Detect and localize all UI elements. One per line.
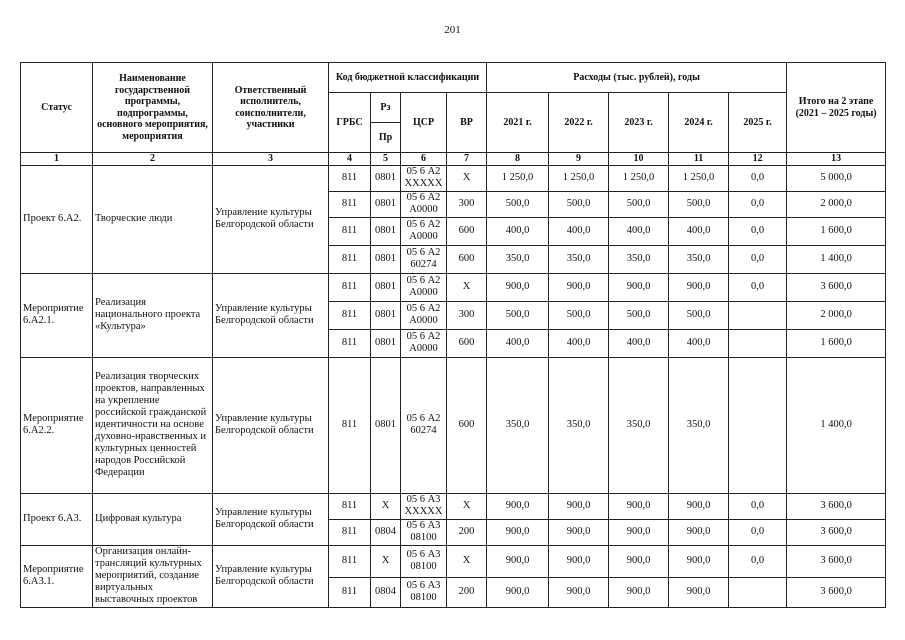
y2025-cell: 0,0 xyxy=(729,245,787,273)
status-cell: Мероприятие 6.А2.2. xyxy=(21,357,93,493)
table-row xyxy=(21,357,886,493)
grbs-cell: 811 xyxy=(329,273,371,301)
column-index: 10 xyxy=(609,153,669,166)
status-cell: Мероприятие 6.А3.1. xyxy=(21,545,93,607)
table-row xyxy=(21,165,886,191)
column-index: 8 xyxy=(487,153,549,166)
rzpr-cell: X xyxy=(371,545,401,577)
csr-cell: 05 6 А2 60274 xyxy=(401,245,447,273)
total-cell: 2 000,0 xyxy=(787,191,886,217)
y2024-cell: 350,0 xyxy=(669,245,729,273)
header-2024: 2024 г. xyxy=(669,93,729,153)
y2024-cell: 500,0 xyxy=(669,191,729,217)
total-cell: 1 400,0 xyxy=(787,357,886,493)
y2025-cell: 0,0 xyxy=(729,217,787,245)
vr-cell: X xyxy=(447,545,487,577)
grbs-cell: 811 xyxy=(329,545,371,577)
y2023-cell: 900,0 xyxy=(609,273,669,301)
vr-cell: 300 xyxy=(447,191,487,217)
csr-cell: 05 6 А2 60274 xyxy=(401,357,447,493)
y2023-cell: 900,0 xyxy=(609,493,669,519)
table-row xyxy=(21,273,886,301)
column-index: 5 xyxy=(371,153,401,166)
column-index: 2 xyxy=(93,153,213,166)
total-cell: 3 600,0 xyxy=(787,577,886,607)
header-name: Наименование государственной программы, подпрограммы, основного мероприятия, мероприятия xyxy=(93,63,213,153)
y2021-cell: 900,0 xyxy=(487,273,549,301)
y2022-cell: 900,0 xyxy=(549,545,609,577)
total-cell: 2 000,0 xyxy=(787,301,886,329)
y2024-cell: 900,0 xyxy=(669,519,729,545)
name-cell: Реализация творческих проектов, направленных на укрепление российской гражданской идентичности на основе духовно-нравственных и культурных ценностей народов Российской Федерации xyxy=(93,357,213,493)
rzpr-cell: 0801 xyxy=(371,245,401,273)
column-index: 3 xyxy=(213,153,329,166)
total-cell: 1 600,0 xyxy=(787,217,886,245)
csr-cell: 05 6 А3 08100 xyxy=(401,519,447,545)
grbs-cell: 811 xyxy=(329,165,371,191)
table-row xyxy=(21,545,886,577)
y2025-cell xyxy=(729,329,787,357)
grbs-cell: 811 xyxy=(329,577,371,607)
y2024-cell: 900,0 xyxy=(669,577,729,607)
y2022-cell: 400,0 xyxy=(549,217,609,245)
y2021-cell: 900,0 xyxy=(487,577,549,607)
y2023-cell: 900,0 xyxy=(609,545,669,577)
y2022-cell: 900,0 xyxy=(549,577,609,607)
y2023-cell: 400,0 xyxy=(609,217,669,245)
csr-cell: 05 6 А3 08100 xyxy=(401,545,447,577)
y2021-cell: 900,0 xyxy=(487,493,549,519)
y2024-cell: 500,0 xyxy=(669,301,729,329)
y2025-cell: 0,0 xyxy=(729,493,787,519)
y2021-cell: 900,0 xyxy=(487,519,549,545)
y2021-cell: 900,0 xyxy=(487,545,549,577)
vr-cell: 600 xyxy=(447,357,487,493)
total-cell: 3 600,0 xyxy=(787,273,886,301)
y2022-cell: 350,0 xyxy=(549,245,609,273)
y2021-cell: 400,0 xyxy=(487,217,549,245)
responsible-cell: Управление культуры Белгородской области xyxy=(213,493,329,545)
y2025-cell: 0,0 xyxy=(729,545,787,577)
total-cell: 1 400,0 xyxy=(787,245,886,273)
y2025-cell: 0,0 xyxy=(729,519,787,545)
rzpr-cell: 0804 xyxy=(371,577,401,607)
y2024-cell: 350,0 xyxy=(669,357,729,493)
csr-cell: 05 6 А2 А0000 xyxy=(401,301,447,329)
y2025-cell xyxy=(729,357,787,493)
y2022-cell: 900,0 xyxy=(549,493,609,519)
y2022-cell: 900,0 xyxy=(549,519,609,545)
y2025-cell xyxy=(729,301,787,329)
status-cell: Мероприятие 6.А2.1. xyxy=(21,273,93,357)
grbs-cell: 811 xyxy=(329,357,371,493)
header-2021: 2021 г. xyxy=(487,93,549,153)
header-grbs: ГРБС xyxy=(329,93,371,153)
csr-cell: 05 6 А2 XXXXX xyxy=(401,165,447,191)
y2024-cell: 900,0 xyxy=(669,493,729,519)
vr-cell: X xyxy=(447,493,487,519)
column-index: 4 xyxy=(329,153,371,166)
name-cell: Творческие люди xyxy=(93,165,213,273)
y2023-cell: 350,0 xyxy=(609,245,669,273)
responsible-cell: Управление культуры Белгородской области xyxy=(213,357,329,493)
csr-cell: 05 6 А3 08100 xyxy=(401,577,447,607)
vr-cell: 600 xyxy=(447,329,487,357)
header-2023: 2023 г. xyxy=(609,93,669,153)
y2022-cell: 500,0 xyxy=(549,191,609,217)
responsible-cell: Управление культуры Белгородской области xyxy=(213,545,329,607)
y2023-cell: 900,0 xyxy=(609,519,669,545)
header-responsible: Ответственный исполнитель, соисполнители, участники xyxy=(213,63,329,153)
y2021-cell: 500,0 xyxy=(487,191,549,217)
header-total: Итого на 2 этапе (2021 – 2025 годы) xyxy=(787,63,886,153)
y2022-cell: 400,0 xyxy=(549,329,609,357)
csr-cell: 05 6 А2 А0000 xyxy=(401,273,447,301)
y2024-cell: 400,0 xyxy=(669,329,729,357)
header-rz: Рз xyxy=(371,93,401,123)
rzpr-cell: 0801 xyxy=(371,217,401,245)
responsible-cell: Управление культуры Белгородской области xyxy=(213,165,329,273)
header-expenses: Расходы (тыс. рублей), годы xyxy=(487,63,787,93)
total-cell: 3 600,0 xyxy=(787,545,886,577)
header-2025: 2025 г. xyxy=(729,93,787,153)
vr-cell: 600 xyxy=(447,245,487,273)
grbs-cell: 811 xyxy=(329,493,371,519)
budget-table xyxy=(20,62,886,608)
header-budget-code: Код бюджетной классификации xyxy=(329,63,487,93)
column-index: 7 xyxy=(447,153,487,166)
grbs-cell: 811 xyxy=(329,217,371,245)
y2023-cell: 500,0 xyxy=(609,191,669,217)
y2021-cell: 1 250,0 xyxy=(487,165,549,191)
y2023-cell: 350,0 xyxy=(609,357,669,493)
vr-cell: X xyxy=(447,165,487,191)
name-cell: Организация онлайн-трансляций культурных мероприятий, создание виртуальных выставочных проектов xyxy=(93,545,213,607)
column-index: 9 xyxy=(549,153,609,166)
status-cell: Проект 6.А2. xyxy=(21,165,93,273)
table-body xyxy=(21,165,886,607)
grbs-cell: 811 xyxy=(329,191,371,217)
y2024-cell: 1 250,0 xyxy=(669,165,729,191)
y2023-cell: 900,0 xyxy=(609,577,669,607)
y2025-cell: 0,0 xyxy=(729,191,787,217)
csr-cell: 05 6 А2 А0000 xyxy=(401,191,447,217)
y2021-cell: 350,0 xyxy=(487,245,549,273)
total-cell: 3 600,0 xyxy=(787,519,886,545)
y2023-cell: 500,0 xyxy=(609,301,669,329)
column-index: 6 xyxy=(401,153,447,166)
y2022-cell: 1 250,0 xyxy=(549,165,609,191)
header-pr: Пр xyxy=(371,123,401,153)
y2025-cell: 0,0 xyxy=(729,273,787,301)
y2025-cell: 0,0 xyxy=(729,165,787,191)
grbs-cell: 811 xyxy=(329,329,371,357)
y2023-cell: 400,0 xyxy=(609,329,669,357)
y2022-cell: 900,0 xyxy=(549,273,609,301)
total-cell: 1 600,0 xyxy=(787,329,886,357)
status-cell: Проект 6.А3. xyxy=(21,493,93,545)
rzpr-cell: X xyxy=(371,493,401,519)
header-vr: ВР xyxy=(447,93,487,153)
y2021-cell: 400,0 xyxy=(487,329,549,357)
total-cell: 5 000,0 xyxy=(787,165,886,191)
total-cell: 3 600,0 xyxy=(787,493,886,519)
y2024-cell: 900,0 xyxy=(669,545,729,577)
name-cell: Реализация национального проекта «Культура» xyxy=(93,273,213,357)
y2024-cell: 900,0 xyxy=(669,273,729,301)
column-index-row xyxy=(21,153,886,166)
y2022-cell: 350,0 xyxy=(549,357,609,493)
grbs-cell: 811 xyxy=(329,519,371,545)
rzpr-cell: 0801 xyxy=(371,329,401,357)
header-status: Статус xyxy=(21,63,93,153)
grbs-cell: 811 xyxy=(329,301,371,329)
csr-cell: 05 6 А2 А0000 xyxy=(401,329,447,357)
vr-cell: X xyxy=(447,273,487,301)
column-index: 1 xyxy=(21,153,93,166)
y2021-cell: 350,0 xyxy=(487,357,549,493)
rzpr-cell: 0801 xyxy=(371,357,401,493)
name-cell: Цифровая культура xyxy=(93,493,213,545)
column-index: 11 xyxy=(669,153,729,166)
y2025-cell xyxy=(729,577,787,607)
table-row xyxy=(21,493,886,519)
csr-cell: 05 6 А2 А0000 xyxy=(401,217,447,245)
responsible-cell: Управление культуры Белгородской области xyxy=(213,273,329,357)
rzpr-cell: 0801 xyxy=(371,165,401,191)
column-index: 12 xyxy=(729,153,787,166)
y2024-cell: 400,0 xyxy=(669,217,729,245)
header-csr: ЦСР xyxy=(401,93,447,153)
y2022-cell: 500,0 xyxy=(549,301,609,329)
vr-cell: 600 xyxy=(447,217,487,245)
rzpr-cell: 0801 xyxy=(371,301,401,329)
vr-cell: 200 xyxy=(447,577,487,607)
vr-cell: 300 xyxy=(447,301,487,329)
page-number: 201 xyxy=(444,24,461,36)
csr-cell: 05 6 А3 XXXXX xyxy=(401,493,447,519)
header-2022: 2022 г. xyxy=(549,93,609,153)
grbs-cell: 811 xyxy=(329,245,371,273)
column-index: 13 xyxy=(787,153,886,166)
y2023-cell: 1 250,0 xyxy=(609,165,669,191)
rzpr-cell: 0804 xyxy=(371,519,401,545)
rzpr-cell: 0801 xyxy=(371,273,401,301)
y2021-cell: 500,0 xyxy=(487,301,549,329)
rzpr-cell: 0801 xyxy=(371,191,401,217)
vr-cell: 200 xyxy=(447,519,487,545)
